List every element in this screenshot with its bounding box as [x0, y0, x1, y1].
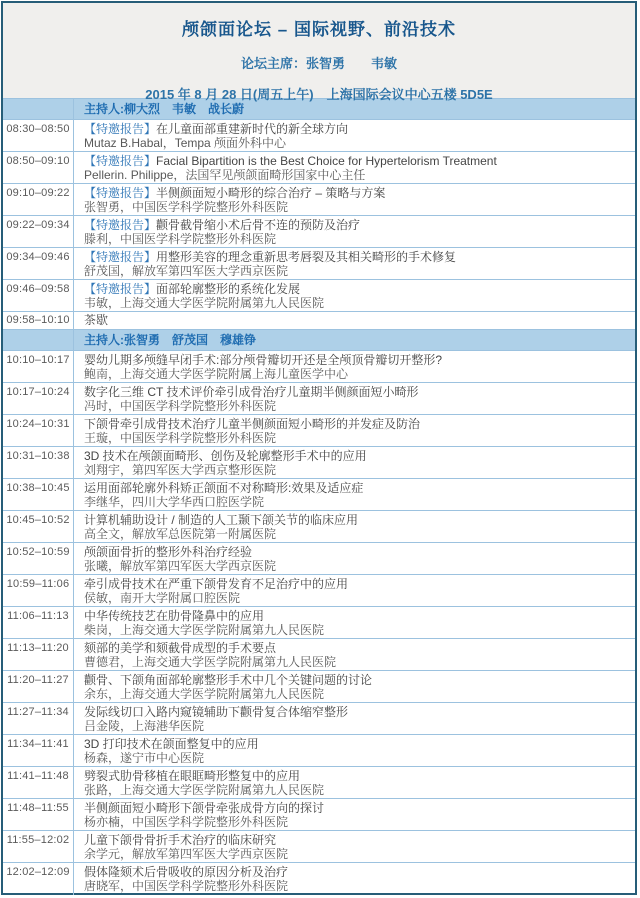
session-title: 儿童下颌骨骨折手术治疗的临床研究 [84, 833, 277, 847]
row-content [74, 607, 635, 638]
session-speaker: 吕金陵，上海港华医院 [84, 719, 205, 733]
session-row [3, 479, 635, 511]
session-speaker: 杨森，遂宁市中心医院 [84, 751, 205, 765]
invited-report-tag: 【特邀报告】 [84, 122, 157, 136]
time-cell: 10:31–10:38 [3, 447, 74, 478]
session-row [3, 383, 635, 415]
session-speaker: Pellerin. Philippe，法国罕见颅颌面畸形国家中心主任 [84, 168, 366, 182]
invited-report-tag: 【特邀报告】 [84, 154, 157, 168]
session-title: 半侧颜面短小畸形下颌骨牵张成骨方向的探讨 [84, 801, 325, 815]
session-row [3, 248, 635, 280]
row-content [74, 639, 635, 670]
session-title: 计算机辅助设计 / 制造的人工颞下颌关节的临床应用 [84, 513, 359, 527]
session-speaker: 余学元，解放军第四军医大学西京医院 [84, 847, 289, 861]
session-speaker: 余东，上海交通大学医学院附属第九人民医院 [84, 687, 325, 701]
row-content [74, 330, 635, 350]
row-content [74, 863, 635, 895]
time-cell: 10:24–10:31 [3, 415, 74, 446]
session-speaker: 张路，上海交通大学医学院附属第九人民医院 [84, 783, 325, 797]
session-title: 【特邀报告】用整形美容的理念重新思考唇裂及其相关畸形的手术修复 [84, 250, 457, 264]
session-speaker: 侯敏，南开大学附属口腔医院 [84, 591, 241, 605]
time-cell: 11:55–12:02 [3, 831, 74, 862]
session-row [3, 543, 635, 575]
session-speaker: 鲍南，上海交通大学医学院附属上海儿童医学中心 [84, 367, 349, 381]
time-cell [3, 330, 74, 350]
moderator-label: 主持人:张智勇 舒茂国 穆雄铮 [84, 333, 256, 347]
time-cell: 11:20–11:27 [3, 671, 74, 702]
time-cell: 09:22–09:34 [3, 216, 74, 247]
session-title: 运用面部轮廓外科矫正颌面不对称畸形:效果及适应症 [84, 481, 364, 495]
session-title: 颏部的美学和颏截骨成型的手术要点 [84, 641, 277, 655]
time-cell: 08:50–09:10 [3, 152, 74, 183]
time-cell: 10:52–10:59 [3, 543, 74, 574]
time-cell: 10:17–10:24 [3, 383, 74, 414]
time-cell: 08:30–08:50 [3, 120, 74, 151]
session-row [3, 703, 635, 735]
session-speaker: 王璇，中国医学科学院整形外科医院 [84, 431, 277, 445]
row-content [74, 511, 635, 542]
invited-report-tag: 【特邀报告】 [84, 282, 157, 296]
session-row [3, 280, 635, 312]
time-cell: 11:34–11:41 [3, 735, 74, 766]
invited-report-tag: 【特邀报告】 [84, 218, 157, 232]
time-cell: 11:06–11:13 [3, 607, 74, 638]
row-content [74, 152, 635, 183]
session-title: 数字化三维 CT 技术评价牵引成骨治疗儿童期半侧颜面短小畸形 [84, 385, 419, 399]
session-speaker: 刘翔宇，第四军医大学西京整形医院 [84, 463, 277, 477]
row-content [74, 575, 635, 606]
row-content [74, 120, 635, 151]
session-row [3, 120, 635, 152]
session-row [3, 607, 635, 639]
row-content [74, 184, 635, 215]
session-speaker: 高全文，解放军总医院第一附属医院 [84, 527, 277, 541]
break-row [3, 312, 635, 330]
session-title: 下颌骨牵引成骨技术治疗儿童半侧颜面短小畸形的并发症及防治 [84, 417, 421, 431]
session-speaker: 柴岗，上海交通大学医学院附属第九人民医院 [84, 623, 325, 637]
session-row [3, 831, 635, 863]
row-content [74, 799, 635, 830]
session-speaker: 滕利，中国医学科学院整形外科医院 [84, 232, 277, 246]
session-title: 中华传统技艺在肋骨隆鼻中的应用 [84, 609, 265, 623]
row-content [74, 447, 635, 478]
row-content [74, 415, 635, 446]
session-speaker: 杨亦楠，中国医学科学院整形外科医院 [84, 815, 289, 829]
session-row [3, 152, 635, 184]
time-cell: 10:10–10:17 [3, 351, 74, 382]
row-content [74, 735, 635, 766]
session-speaker: 冯时，中国医学科学院整形外科医院 [84, 399, 277, 413]
session-title: 颧骨、下颌角面部轮廓整形手术中几个关键问题的讨论 [84, 673, 373, 687]
session-title: 【特邀报告】半侧颜面短小畸形的综合治疗 – 策略与方案 [84, 186, 386, 200]
break-label: 茶歇 [84, 313, 109, 327]
program-sheet [1, 1, 637, 895]
time-cell: 10:45–10:52 [3, 511, 74, 542]
row-content [74, 767, 635, 798]
session-title: 【特邀报告】Facial Bipartition is the Best Choice for Hypertelorism Treatment [84, 154, 497, 168]
row-content [74, 831, 635, 862]
row-content [74, 216, 635, 247]
session-title: 牵引成骨技术在严重下颌骨发育不足治疗中的应用 [84, 577, 349, 591]
time-cell: 11:27–11:34 [3, 703, 74, 734]
session-title: 婴幼儿期多颅缝早闭手术:部分颅骨瓣切开还是全颅顶骨瓣切开整形? [84, 353, 443, 367]
row-content [74, 280, 635, 311]
time-cell: 09:10–09:22 [3, 184, 74, 215]
time-cell: 10:38–10:45 [3, 479, 74, 510]
time-cell: 09:58–10:10 [3, 312, 74, 329]
time-cell: 11:13–11:20 [3, 639, 74, 670]
session-speaker: 张曦，解放军第四军医大学西京医院 [84, 559, 277, 573]
session-speaker: 李继华，四川大学华西口腔医学院 [84, 495, 265, 509]
time-cell: 09:34–09:46 [3, 248, 74, 279]
session-row [3, 671, 635, 703]
session-row [3, 767, 635, 799]
session-title: 颅颌面骨折的整形外科治疗经验 [84, 545, 253, 559]
session-row [3, 415, 635, 447]
row-content [74, 543, 635, 574]
row-content [74, 351, 635, 382]
session-row [3, 735, 635, 767]
moderator-label: 主持人:柳大烈 韦敏 战长蔚 [84, 102, 244, 116]
invited-report-tag: 【特邀报告】 [84, 186, 157, 200]
row-content [74, 99, 635, 119]
forum-datetime-venue: 2015 年 8 月 28 日(周五上午) 上海国际会议中心五楼 5D5E [145, 87, 493, 102]
session-row [3, 863, 635, 895]
row-content [74, 703, 635, 734]
session-speaker: 曹德君，上海交通大学医学院附属第九人民医院 [84, 655, 337, 669]
time-cell: 11:48–11:55 [3, 799, 74, 830]
row-content [74, 312, 635, 329]
session-title: 3D 打印技术在颌面整复中的应用 [84, 737, 259, 751]
row-content [74, 479, 635, 510]
time-cell: 11:41–11:48 [3, 767, 74, 798]
time-cell: 12:02–12:09 [3, 863, 74, 895]
session-speaker: 张智勇，中国医学科学院整形外科医院 [84, 200, 289, 214]
session-row [3, 511, 635, 543]
moderator-row [3, 99, 635, 120]
row-content [74, 671, 635, 702]
invited-report-tag: 【特邀报告】 [84, 250, 157, 264]
session-row [3, 216, 635, 248]
row-content [74, 383, 635, 414]
session-title: 3D 技术在颅颌面畸形、创伤及轮廓整形手术中的应用 [84, 449, 367, 463]
session-row [3, 447, 635, 479]
session-title: 【特邀报告】面部轮廓整形的系统化发展 [84, 282, 301, 296]
session-title: 劈裂式肋骨移植在眼眶畸形整复中的应用 [84, 769, 301, 783]
session-row [3, 639, 635, 671]
forum-title: 颅颌面论坛 – 国际视野、前沿技术 [182, 20, 456, 39]
session-row [3, 351, 635, 383]
session-speaker: 唐晓军，中国医学科学院整形外科医院 [84, 879, 289, 893]
time-cell [3, 99, 74, 119]
session-row [3, 799, 635, 831]
session-title: 发际线切口入路内窥镜辅助下颧骨复合体缩窄整形 [84, 705, 349, 719]
program-header [3, 3, 635, 102]
session-title: 【特邀报告】颧骨截骨缩小术后骨不连的预防及治疗 [84, 218, 361, 232]
session-title: 假体隆颏术后骨吸收的原因分析及治疗 [84, 865, 289, 879]
session-row [3, 575, 635, 607]
session-speaker: 舒茂国，解放军第四军医大学西京医院 [84, 264, 289, 278]
schedule-table [3, 99, 635, 895]
session-speaker: Mutaz B.Habal，Tempa 颅面外科中心 [84, 136, 287, 150]
session-title: 【特邀报告】在儿童面部重建新时代的新全球方向 [84, 122, 349, 136]
time-cell: 09:46–09:58 [3, 280, 74, 311]
forum-chairs: 论坛主席：张智勇 韦敏 [240, 56, 397, 71]
session-row [3, 184, 635, 216]
time-cell: 10:59–11:06 [3, 575, 74, 606]
session-speaker: 韦敏，上海交通大学医学院附属第九人民医院 [84, 296, 325, 310]
moderator-row [3, 330, 635, 351]
row-content [74, 248, 635, 279]
